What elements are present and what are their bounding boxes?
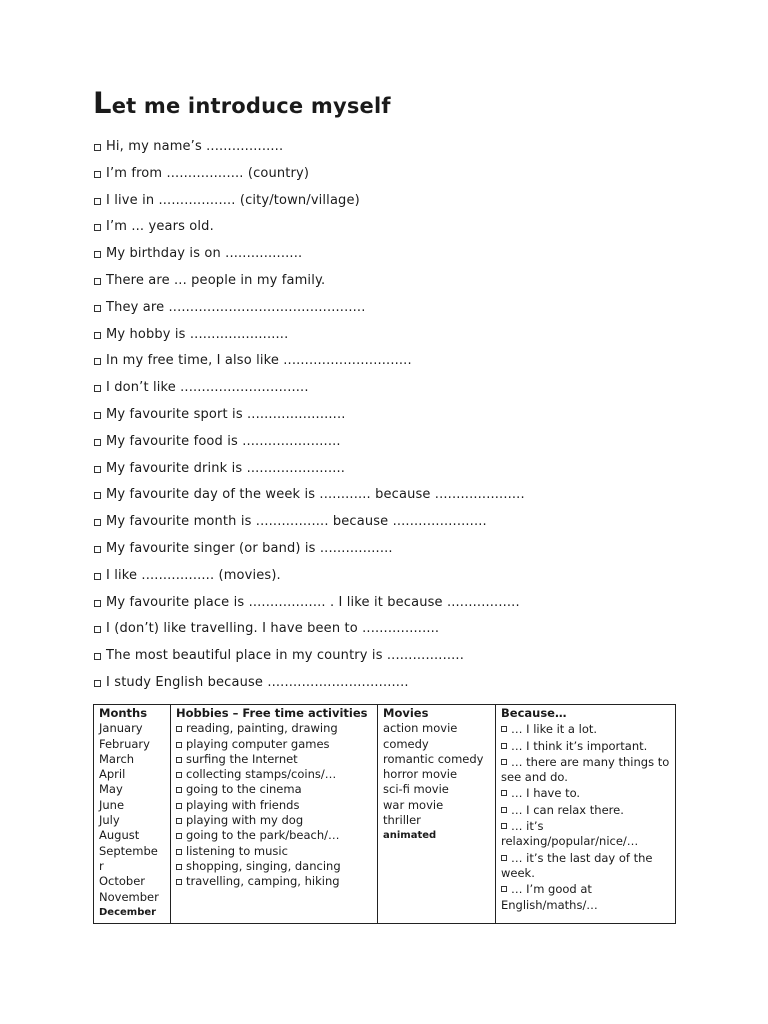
- sentence-text: My favourite drink is .......................: [106, 460, 346, 476]
- sentence-list: [93, 136, 525, 699]
- sentence-text: I like ................. (movies).: [106, 567, 281, 583]
- square-bullet-icon: [176, 833, 182, 839]
- month-item: October: [99, 874, 146, 889]
- reason-item: [501, 754, 670, 786]
- list-item: [93, 190, 525, 217]
- sentence-text: I live in .................. (city/town/village): [106, 192, 360, 208]
- movie-item: animated: [383, 830, 437, 842]
- title-rest: et me introduce myself: [111, 94, 391, 118]
- square-bullet-icon: [94, 492, 101, 499]
- hobby-item: [176, 859, 372, 874]
- title-initial: L: [93, 86, 112, 120]
- square-bullet-icon: [501, 886, 507, 892]
- hobby-text: playing computer games: [186, 736, 330, 751]
- list-item: [93, 163, 525, 190]
- list-item: [93, 216, 525, 243]
- square-bullet-icon: [94, 251, 101, 258]
- sentence-text: In my free time, I also like ..............................: [106, 353, 412, 369]
- movie-item: sci-fi movie: [383, 782, 449, 797]
- hobby-text: shopping, singing, dancing: [186, 858, 341, 873]
- list-item: [93, 565, 525, 592]
- because-header: Because…: [501, 706, 567, 720]
- square-bullet-icon: [501, 790, 507, 796]
- sentence-text: I’m from .................. (country): [106, 165, 310, 181]
- hobby-text: collecting stamps/coins/…: [186, 767, 337, 782]
- reason-text: … I like it a lot.: [511, 722, 598, 737]
- list-item: [93, 458, 525, 485]
- movie-item: war movie: [383, 797, 444, 812]
- month-item: February: [99, 736, 150, 751]
- square-bullet-icon: [94, 600, 101, 607]
- list-item: [93, 484, 525, 511]
- sentence-text: My favourite singer (or band) is .................: [106, 540, 393, 556]
- reason-text: … I can relax there.: [511, 802, 624, 817]
- square-bullet-icon: [94, 332, 101, 339]
- list-item: [93, 645, 525, 672]
- hobby-item: [176, 813, 372, 828]
- hobby-item: [176, 874, 372, 889]
- square-bullet-icon: [94, 144, 101, 151]
- month-item: April: [99, 767, 126, 782]
- square-bullet-icon: [176, 818, 182, 824]
- sentence-text: My favourite food is .......................: [106, 433, 341, 449]
- hobby-item: [176, 737, 372, 752]
- months-column: [94, 705, 171, 924]
- list-item: [93, 350, 525, 377]
- movie-item: romantic comedy: [383, 751, 484, 766]
- table-row: [94, 705, 676, 924]
- sentence-text: I don’t like ..............................: [106, 380, 309, 396]
- reason-text: … it’s relaxing/popular/nice/…: [501, 819, 639, 849]
- sentence-text: The most beautiful place in my country is ..................: [106, 648, 464, 664]
- hobby-item: [176, 767, 372, 782]
- hobby-item: [176, 782, 372, 797]
- list-item: [93, 324, 525, 351]
- sentence-text: My favourite day of the week is ............ because .....................: [106, 487, 525, 503]
- month-item: August: [99, 828, 140, 843]
- hobby-text: going to the cinema: [186, 782, 302, 797]
- square-bullet-icon: [176, 803, 182, 809]
- month-item: May: [99, 782, 123, 797]
- square-bullet-icon: [94, 305, 101, 312]
- square-bullet-icon: [94, 573, 101, 580]
- because-column: [496, 705, 676, 924]
- month-item: December: [99, 906, 157, 918]
- list-item: [93, 431, 525, 458]
- month-item: July: [99, 813, 120, 828]
- movie-item: horror movie: [383, 767, 458, 782]
- hobby-text: travelling, camping, hiking: [186, 874, 340, 889]
- sentence-text: My favourite sport is .......................: [106, 406, 346, 422]
- hobby-text: going to the park/beach/…: [186, 828, 340, 843]
- square-bullet-icon: [94, 626, 101, 633]
- sentence-text: My birthday is on ..................: [106, 246, 303, 262]
- square-bullet-icon: [94, 519, 101, 526]
- sentence-text: I’m ... years old.: [106, 219, 214, 235]
- hobby-item: [176, 798, 372, 813]
- list-item: [93, 136, 525, 163]
- square-bullet-icon: [94, 171, 101, 178]
- sentence-text: My favourite place is .................. . I like it because .................: [106, 594, 520, 610]
- square-bullet-icon: [176, 879, 182, 885]
- square-bullet-icon: [176, 787, 182, 793]
- hobby-item: [176, 752, 372, 767]
- sentence-text: They are ..............................................: [106, 299, 366, 315]
- square-bullet-icon: [94, 546, 101, 553]
- square-bullet-icon: [94, 439, 101, 446]
- reason-text: … I have to.: [511, 786, 581, 801]
- reason-text: … I’m good at English/maths/…: [501, 882, 598, 912]
- square-bullet-icon: [501, 807, 507, 813]
- reason-item: [501, 785, 670, 801]
- reason-item: [501, 818, 670, 850]
- reason-text: … it’s the last day of the week.: [501, 850, 653, 880]
- hobby-text: reading, painting, drawing: [186, 721, 338, 736]
- list-item: [93, 297, 525, 324]
- square-bullet-icon: [94, 653, 101, 660]
- hobby-text: playing with friends: [186, 797, 300, 812]
- square-bullet-icon: [501, 759, 507, 765]
- sentence-text: Hi, my name’s ..................: [106, 139, 284, 154]
- reason-item: [501, 802, 670, 818]
- square-bullet-icon: [94, 358, 101, 365]
- movies-header: Movies: [383, 706, 429, 720]
- hobby-item: [176, 828, 372, 843]
- list-item: [93, 511, 525, 538]
- list-item: [93, 538, 525, 565]
- month-item: November: [99, 889, 159, 904]
- hobby-text: surfing the Internet: [186, 751, 298, 766]
- list-item: [93, 618, 525, 645]
- movie-item: comedy: [383, 736, 429, 751]
- sentence-text: I (don’t) like travelling. I have been to ..................: [106, 621, 440, 637]
- reason-item: [501, 881, 670, 913]
- square-bullet-icon: [501, 726, 507, 732]
- hobbies-header: Hobbies – Free time activities: [176, 706, 368, 720]
- month-item: r: [99, 858, 104, 873]
- square-bullet-icon: [94, 224, 101, 231]
- vocabulary-table: [93, 704, 676, 924]
- square-bullet-icon: [94, 198, 101, 205]
- month-item: June: [99, 797, 125, 812]
- square-bullet-icon: [94, 278, 101, 285]
- square-bullet-icon: [501, 743, 507, 749]
- square-bullet-icon: [176, 742, 182, 748]
- square-bullet-icon: [501, 823, 507, 829]
- square-bullet-icon: [176, 849, 182, 855]
- square-bullet-icon: [176, 772, 182, 778]
- reason-text: … I think it’s important.: [511, 738, 648, 753]
- movie-item: thriller: [383, 813, 421, 828]
- list-item: [93, 243, 525, 270]
- sentence-text: There are ... people in my family.: [106, 272, 326, 288]
- list-item: [93, 270, 525, 297]
- month-item: January: [99, 721, 143, 736]
- square-bullet-icon: [94, 466, 101, 473]
- square-bullet-icon: [176, 864, 182, 870]
- movie-item: action movie: [383, 721, 458, 736]
- reason-item: [501, 738, 670, 754]
- sentence-text: My favourite month is ................. because ......................: [106, 514, 487, 530]
- sentence-text: I study English because .................................: [106, 674, 409, 690]
- reason-item: [501, 850, 670, 882]
- square-bullet-icon: [94, 412, 101, 419]
- hobbies-column: [171, 705, 378, 924]
- list-item: [93, 404, 525, 431]
- list-item: [93, 592, 525, 619]
- month-item: March: [99, 751, 135, 766]
- sentence-text: My hobby is .......................: [106, 326, 289, 342]
- months-header: Months: [99, 706, 148, 720]
- square-bullet-icon: [94, 680, 101, 687]
- square-bullet-icon: [501, 855, 507, 861]
- square-bullet-icon: [176, 757, 182, 763]
- hobby-text: listening to music: [186, 843, 288, 858]
- square-bullet-icon: [94, 385, 101, 392]
- page-title: [93, 86, 391, 120]
- movies-column: [378, 705, 496, 924]
- reason-text: … there are many things to see and do.: [501, 754, 670, 785]
- list-item: [93, 672, 525, 699]
- square-bullet-icon: [176, 726, 182, 732]
- hobby-text: playing with my dog: [186, 813, 304, 828]
- list-item: [93, 377, 525, 404]
- month-item: Septembe: [99, 843, 158, 858]
- hobby-item: [176, 721, 372, 736]
- hobby-item: [176, 844, 372, 859]
- reason-item: [501, 721, 670, 737]
